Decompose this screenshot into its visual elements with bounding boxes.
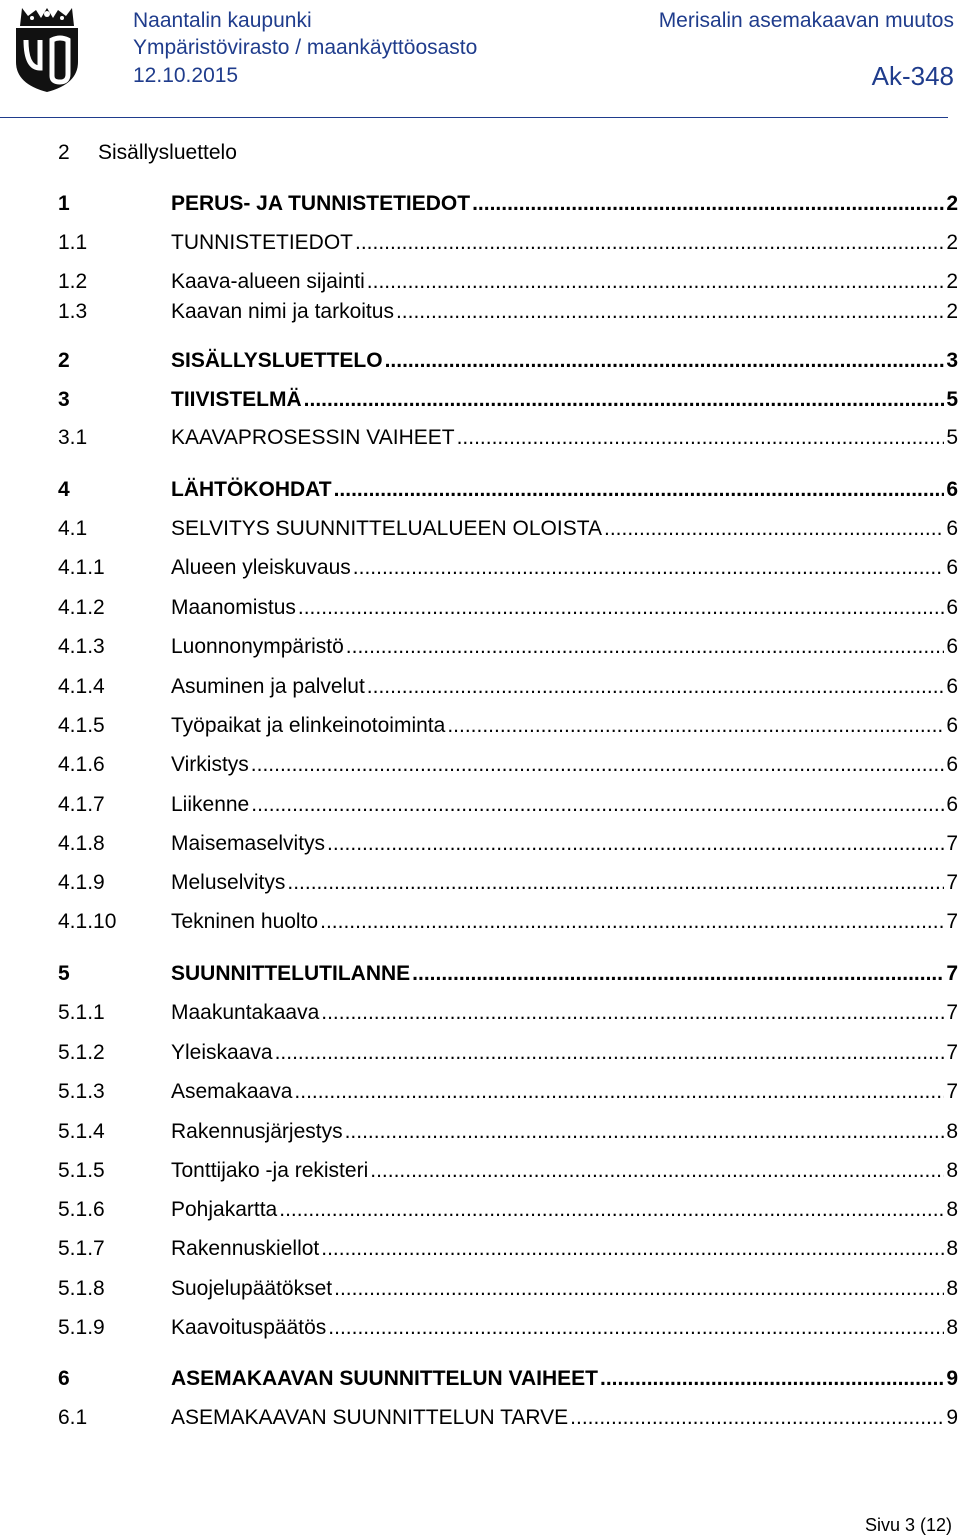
toc-entry-page: 2 — [946, 300, 958, 323]
toc-leader-dots — [457, 423, 945, 453]
toc-entry-number: 4.1.6 — [58, 753, 105, 776]
toc-entry-body — [171, 423, 958, 453]
toc-entry-number: 5.1.6 — [58, 1198, 105, 1221]
toc-entry-title: Rakennusjärjestys — [171, 1120, 343, 1143]
toc-entry-page: 7 — [946, 1080, 958, 1103]
toc-entry-number: 5 — [58, 962, 70, 985]
document-date: 12.10.2015 — [133, 64, 239, 87]
toc-entry-page: 6 — [946, 517, 958, 540]
toc-entry-title: Kaavoituspäätös — [171, 1316, 327, 1339]
toc-entry-body — [171, 593, 958, 623]
toc-entry[interactable] — [58, 1234, 958, 1264]
toc-entry-page: 7 — [946, 962, 958, 985]
toc-leader-dots — [396, 297, 944, 327]
toc-entry-title: Kaava-alueen sijainti — [171, 270, 365, 293]
toc-entry-body — [171, 907, 958, 937]
toc-entry-body — [171, 1195, 958, 1225]
toc-entry-page: 6 — [946, 478, 958, 501]
toc-entry-title: LÄHTÖKOHDAT — [171, 478, 332, 501]
toc-entry-title: ASEMAKAAVAN SUUNNITTELUN VAIHEET — [171, 1367, 599, 1390]
toc-entry[interactable] — [58, 672, 958, 702]
toc-entry-page: 3 — [946, 349, 958, 372]
toc-leader-dots — [279, 1195, 944, 1225]
toc-entry[interactable] — [58, 593, 958, 623]
document-code: Ak-348 — [871, 61, 954, 91]
toc-entry-body — [171, 553, 958, 583]
toc-entry-body — [171, 297, 958, 327]
toc-entry[interactable] — [58, 1364, 958, 1394]
toc-entry-number: 4.1.4 — [58, 675, 105, 698]
toc-entry[interactable] — [58, 750, 958, 780]
toc-leader-dots — [275, 1038, 945, 1068]
toc-entry-title: SELVITYS SUUNNITTELUALUEEN OLOISTA — [171, 517, 602, 540]
toc-entry-title: Työpaikat ja elinkeinotoiminta — [171, 714, 446, 737]
toc-entry[interactable] — [58, 790, 958, 820]
toc-entry-page: 2 — [946, 231, 958, 254]
section-heading — [58, 141, 237, 165]
toc-leader-dots — [334, 1274, 944, 1304]
toc-entry-number: 4.1.5 — [58, 714, 105, 737]
toc-entry-page: 2 — [946, 270, 958, 293]
toc-entry-page: 8 — [946, 1277, 958, 1300]
toc-entry-number: 4.1.3 — [58, 635, 105, 658]
toc-leader-dots — [604, 514, 944, 544]
toc-entry[interactable] — [58, 1195, 958, 1225]
toc-entry-page: 7 — [946, 1041, 958, 1064]
toc-entry-number: 4 — [58, 478, 70, 501]
toc-entry[interactable] — [58, 632, 958, 662]
toc-leader-dots — [353, 553, 945, 583]
toc-entry-number: 1.1 — [58, 231, 88, 254]
toc-leader-dots — [370, 1156, 944, 1186]
toc-entry-number: 5.1.7 — [58, 1237, 105, 1260]
toc-entry-body — [171, 346, 958, 376]
section-heading-title: Sisällysluettelo — [98, 141, 237, 164]
toc-entry[interactable] — [58, 297, 958, 327]
toc-entry-page: 6 — [946, 714, 958, 737]
toc-entry-page: 8 — [946, 1237, 958, 1260]
toc-entry-body — [171, 385, 958, 415]
toc-entry-title: Meluselvitys — [171, 871, 286, 894]
toc-entry-page: 6 — [946, 596, 958, 619]
section-heading-number: 2 — [58, 141, 70, 164]
toc-entry-number: 4.1 — [58, 517, 88, 540]
toc-entry[interactable] — [58, 1077, 958, 1107]
toc-entry-body — [171, 1313, 958, 1343]
toc-entry-body — [171, 632, 958, 662]
toc-entry-body — [171, 868, 958, 898]
toc-entry-title: Kaavan nimi ja tarkoitus — [171, 300, 394, 323]
toc-leader-dots — [385, 346, 945, 376]
project-title: Merisalin asemakaavan muutos — [658, 9, 954, 32]
toc-entry-number: 5.1.4 — [58, 1120, 105, 1143]
toc-entry-number: 4.1.10 — [58, 910, 117, 933]
toc-leader-dots — [294, 1077, 944, 1107]
toc-entry-number: 1.3 — [58, 300, 88, 323]
toc-leader-dots — [345, 1117, 945, 1147]
toc-entry[interactable] — [58, 553, 958, 583]
toc-entry-page: 7 — [946, 1001, 958, 1024]
toc-entry-number: 4.1.9 — [58, 871, 105, 894]
toc-entry-number: 3 — [58, 388, 70, 411]
toc-entry-number: 1 — [58, 192, 70, 215]
toc-entry-title: TUNNISTETIEDOT — [171, 231, 353, 254]
toc-entry-title: Pohjakartta — [171, 1198, 278, 1221]
toc-entry-number: 5.1.1 — [58, 1001, 105, 1024]
toc-entry-number: 4.1.8 — [58, 832, 105, 855]
toc-entry-body — [171, 1038, 958, 1068]
toc-entry-body — [171, 1403, 958, 1433]
toc-entry[interactable] — [58, 1038, 958, 1068]
toc-entry-title: Tonttijako -ja rekisteri — [171, 1159, 369, 1182]
toc-leader-dots — [320, 907, 944, 937]
page-header — [0, 0, 960, 120]
toc-entry-title: PERUS- JA TUNNISTETIEDOT — [171, 192, 471, 215]
toc-leader-dots — [346, 632, 945, 662]
toc-entry[interactable] — [58, 267, 958, 297]
toc-entry-body — [171, 959, 958, 989]
toc-entry-page: 7 — [946, 871, 958, 894]
toc-entry[interactable] — [58, 514, 958, 544]
toc-entry-number: 6 — [58, 1367, 70, 1390]
toc-entry-number: 4.1.2 — [58, 596, 105, 619]
toc-entry-number: 5.1.5 — [58, 1159, 105, 1182]
toc-entry-page: 6 — [946, 635, 958, 658]
toc-entry[interactable] — [58, 907, 958, 937]
toc-leader-dots — [447, 711, 944, 741]
toc-entry-title: SUUNNITTELUTILANNE — [171, 962, 411, 985]
toc-leader-dots — [287, 868, 944, 898]
toc-entry-page: 6 — [946, 675, 958, 698]
toc-entry-title: Maanomistus — [171, 596, 296, 619]
toc-entry-page: 6 — [946, 556, 958, 579]
department-name: Ympäristövirasto / maankäyttöosasto — [133, 36, 478, 59]
org-name: Naantalin kaupunki — [133, 9, 312, 32]
toc-entry-number: 5.1.8 — [58, 1277, 105, 1300]
toc-entry[interactable] — [58, 475, 958, 505]
toc-entry-page: 5 — [946, 426, 958, 449]
toc-entry-page: 2 — [946, 192, 958, 215]
toc-entry-body — [171, 829, 958, 859]
toc-entry[interactable] — [58, 1403, 958, 1433]
toc-leader-dots — [251, 790, 944, 820]
toc-entry[interactable] — [58, 423, 958, 453]
toc-entry-title: Maakuntakaava — [171, 1001, 320, 1024]
toc-entry[interactable] — [58, 385, 958, 415]
toc-entry[interactable] — [58, 829, 958, 859]
toc-entry-body — [171, 790, 958, 820]
toc-entry-body — [171, 475, 958, 505]
toc-entry-body — [171, 1364, 958, 1394]
toc-leader-dots — [327, 829, 944, 859]
toc-entry-number: 3.1 — [58, 426, 88, 449]
toc-entry-number: 4.1.1 — [58, 556, 105, 579]
toc-entry-number: 5.1.9 — [58, 1316, 105, 1339]
toc-entry-title: Suojelupäätökset — [171, 1277, 333, 1300]
toc-entry-page: 9 — [946, 1367, 958, 1390]
toc-entry-body — [171, 1274, 958, 1304]
toc-leader-dots — [328, 1313, 944, 1343]
toc-entry[interactable] — [58, 1156, 958, 1186]
toc-entry-title: Yleiskaava — [171, 1041, 273, 1064]
toc-entry[interactable] — [58, 711, 958, 741]
toc-entry-number: 1.2 — [58, 270, 88, 293]
toc-entry[interactable] — [58, 1274, 958, 1304]
toc-entry-title: Asemakaava — [171, 1080, 293, 1103]
toc-entry-body — [171, 1117, 958, 1147]
toc-entry-number: 6.1 — [58, 1406, 88, 1429]
toc-entry-title: Maisemaselvitys — [171, 832, 326, 855]
toc-entry-page: 7 — [946, 910, 958, 933]
toc-leader-dots — [321, 998, 944, 1028]
toc-leader-dots — [251, 750, 945, 780]
toc-entry-title: SISÄLLYSLUETTELO — [171, 349, 383, 372]
toc-entry[interactable] — [58, 1117, 958, 1147]
toc-entry-number: 4.1.7 — [58, 793, 105, 816]
page-number: Sivu 3 (12) — [864, 1515, 952, 1535]
naantali-coat-of-arms-icon — [8, 6, 86, 94]
toc-entry-page: 6 — [946, 793, 958, 816]
toc-entry-number: 2 — [58, 349, 70, 372]
toc-entry[interactable] — [58, 959, 958, 989]
toc-entry[interactable] — [58, 1313, 958, 1343]
toc-entry[interactable] — [58, 346, 958, 376]
toc-leader-dots — [321, 1234, 944, 1264]
toc-entry-page: 9 — [946, 1406, 958, 1429]
toc-entry-page: 8 — [946, 1159, 958, 1182]
header-divider — [0, 117, 948, 118]
toc-entry-body — [171, 711, 958, 741]
toc-entry-body — [171, 1156, 958, 1186]
toc-entry-page: 7 — [946, 832, 958, 855]
toc-entry-title: Tekninen huolto — [171, 910, 319, 933]
toc-entry-page: 6 — [946, 753, 958, 776]
toc-entry[interactable] — [58, 998, 958, 1028]
toc-entry-body — [171, 1077, 958, 1107]
toc-entry-page: 5 — [946, 388, 958, 411]
toc-entry-body — [171, 1234, 958, 1264]
toc-entry-body — [171, 228, 958, 258]
toc-entry-title: Liikenne — [171, 793, 250, 816]
toc-entry[interactable] — [58, 228, 958, 258]
toc-leader-dots — [304, 385, 945, 415]
toc-entry-body — [171, 267, 958, 297]
toc-entry-number: 5.1.3 — [58, 1080, 105, 1103]
toc-leader-dots — [412, 959, 944, 989]
toc-leader-dots — [334, 475, 945, 505]
toc-leader-dots — [367, 267, 945, 297]
toc-entry-title: Alueen yleiskuvaus — [171, 556, 351, 579]
toc-entry-body — [171, 189, 958, 219]
toc-entry-title: Rakennuskiellot — [171, 1237, 320, 1260]
toc-entry-number: 5.1.2 — [58, 1041, 105, 1064]
toc-entry-page: 8 — [946, 1316, 958, 1339]
toc-entry-title: KAAVAPROSESSIN VAIHEET — [171, 426, 455, 449]
toc-entry-body — [171, 672, 958, 702]
toc-entry-title: Asuminen ja palvelut — [171, 675, 365, 698]
toc-leader-dots — [600, 1364, 944, 1394]
toc-leader-dots — [298, 593, 944, 623]
toc-leader-dots — [355, 228, 944, 258]
toc-entry-title: Virkistys — [171, 753, 249, 776]
toc-entry[interactable] — [58, 189, 958, 219]
toc-entry-body — [171, 750, 958, 780]
toc-entry-title: ASEMAKAAVAN SUUNNITTELUN TARVE — [171, 1406, 569, 1429]
toc-entry-body — [171, 998, 958, 1028]
toc-entry-page: 8 — [946, 1120, 958, 1143]
toc-entry-body — [171, 514, 958, 544]
toc-entry[interactable] — [58, 868, 958, 898]
toc-leader-dots — [367, 672, 945, 702]
toc-leader-dots — [570, 1403, 944, 1433]
toc-entry-page: 8 — [946, 1198, 958, 1221]
toc-entry-title: TIIVISTELMÄ — [171, 388, 302, 411]
toc-leader-dots — [472, 189, 944, 219]
toc-entry-title: Luonnonympäristö — [171, 635, 344, 658]
